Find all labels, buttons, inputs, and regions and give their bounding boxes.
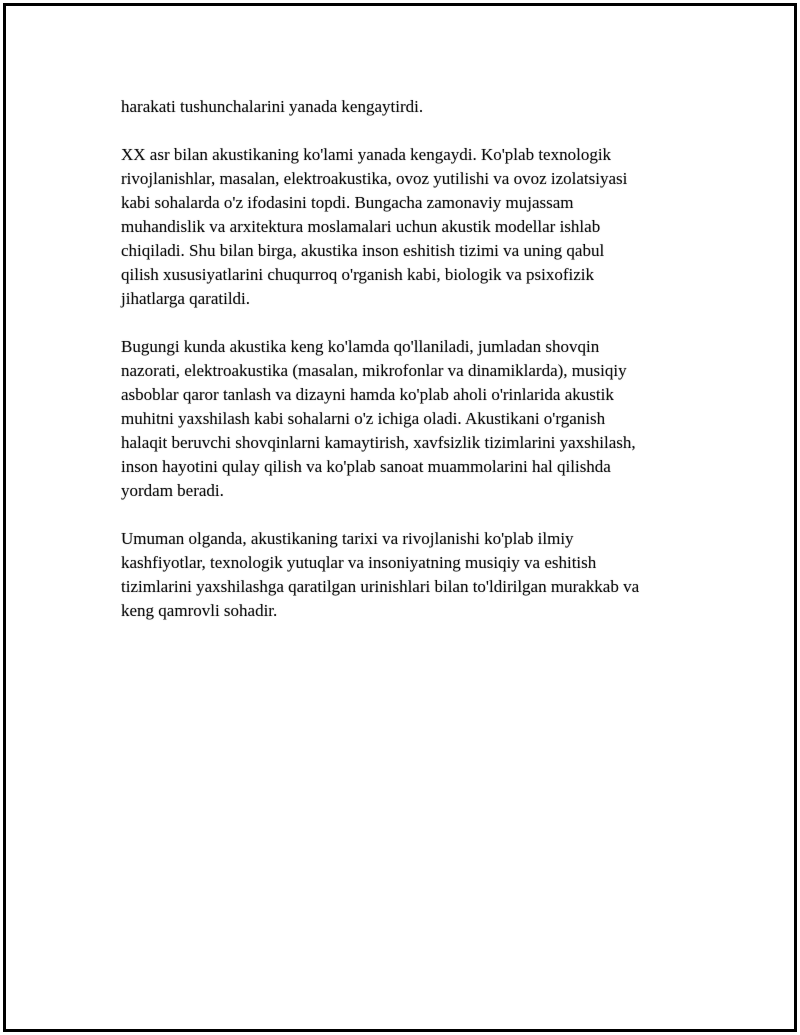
document-body: [121, 95, 701, 647]
paragraph-2: XX asr bilan akustikaning ko'lami yanada kengaydi. Ko'plab texnologik rivojlanishlar, masalan, elektroakustika, ovoz yutilishi va ovoz izolatsiyasi kabi sohalarda o'z ifodasini topdi. Bungacha zamonaviy mujassam muhandislik va arxitektura moslamalari uchun akustik modellar ishlab chiqiladi. Shu bilan birga, akustika inson eshitish tizimi va uning qabul qilish xususiyatlarini chuqurroq o'rganish kabi, biologik va psixofizik jihatlarga qaratildi.: [121, 145, 628, 308]
paragraph-4: Umuman olganda, akustikaning tarixi va rivojlanishi ko'plab ilmiy kashfiyotlar, texnologik yutuqlar va insoniyatning musiqiy va eshitish tizimlarini yaxshilashga qaratilgan urinishlari bilan to'ldirilgan murakkab va keng qamrovli sohadir.: [121, 529, 640, 620]
paragraph-3: Bugungi kunda akustika keng ko'lamda qo'llaniladi, jumladan shovqin nazorati, elektroakustika (masalan, mikrofonlar va dinamiklarda), musiqiy asboblar qaror tanlash va dizayni hamda ko'plab aholi o'rinlarida akustik muhitni yaxshilash kabi sohalarni o'z ichiga oladi. Akustikani o'rganish halaqit beruvchi shovqinlarni kamaytirish, xavfsizlik tizimlarini yaxshilash, inson hayotini qulay qilish va ko'plab sanoat muammolarini hal qilishda yordam beradi.: [121, 337, 636, 500]
page-border: [3, 3, 797, 1032]
paragraph-1: harakati tushunchalarini yanada kengaytirdi.: [121, 97, 424, 116]
